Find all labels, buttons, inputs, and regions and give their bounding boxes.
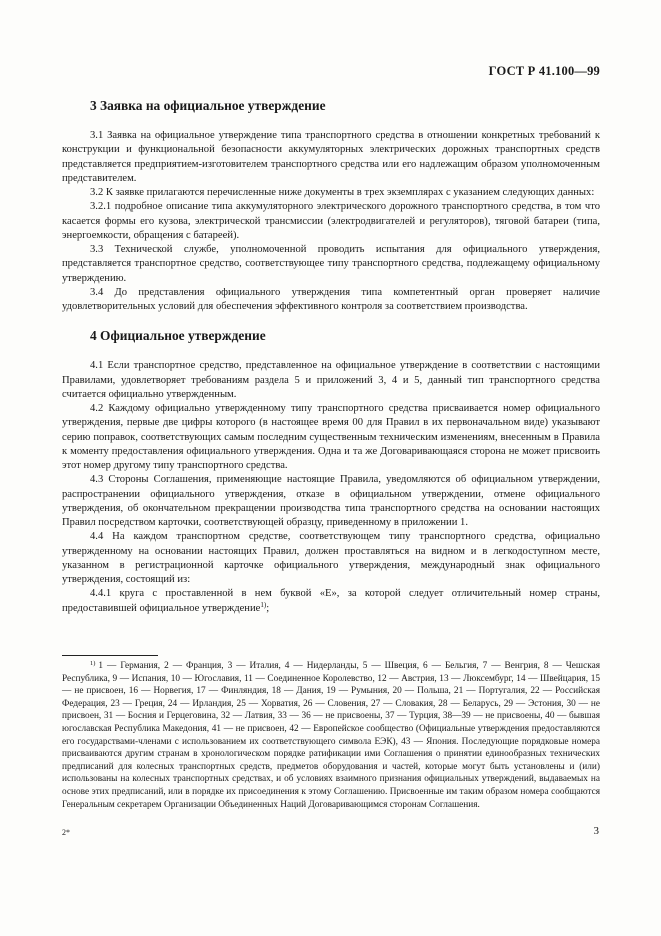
paragraph-4-3: 4.3 Стороны Соглашения, применяющие настоящие Правила, уведомляются об официальном утверждении, распространении официального утверждения, отказе в официальном утверждении, отмене официального утверждения, об окончательном прекращении производства типа транспортного средства на основании настоящих Правил посредством карточки, соответствующей образцу, приведенному в приложении 1. bbox=[62, 474, 600, 528]
footnote-text-paragraph bbox=[62, 660, 600, 811]
paragraph-3-4: 3.4 До представления официального утверждения типа компетентный орган проверяет наличие удовлетворительных условий для обеспечения эффективного контроля за соответствием производства. bbox=[62, 286, 600, 312]
paragraph-4-4-1-text: 4.4.1 круга с проставленной в нем буквой «Е», за которой следует отличительный номер страны, предоставившей официальное утверждение bbox=[62, 588, 600, 614]
footnote-mark: 1) bbox=[90, 660, 96, 667]
footnote-reference[interactable]: 1) bbox=[260, 600, 267, 609]
document-code: ГОСТ Р 41.100—99 bbox=[488, 64, 600, 78]
footnote-text: 1 — Германия, 2 — Франция, 3 — Италия, 4 — Нидерланды, 5 — Швеция, 6 — Бельгия, 7 — Венгрия, 8 — Чешская Республика, 9 — Испания, 10 — Югославия, 11 — Соединенное Королевство, 12 — Австрия, 13 — Люксембург, 14 — Швейцария, 15 — не присвоен, 16 — Норвегия, 17 — Финляндия, 18 — Дания, 19 — Румыния, 20 — Польша, 21 — Португалия, 22 — Российская Федерация, 23 — Греция, 24 — Ирландия, 25 — Хорватия, 26 — Словения, 27 — Словакия, 28 — Беларусь, 29 — Эстония, 30 — не присвоен, 31 — Босния и Герцеговина, 32 — Латвия, 33 — 36 — не присвоены, 37 — Турция, 38—39 — не присвоены, 40 — бывшая югославская Республика Македония, 41 — не присвоен, 42 — Европейское сообщество (Официальные утверждения предоставляются его государствами-членами с использованием их соответствующего символа ЕЭК), 43 — Япония. Последующие порядковые номера присваиваются другим странам в хронологическом порядке ратификации ими Соглашения о принятии единообразных технических предписаний для колесных транспортных средств, предметов оборудования и частей, которые могут быть установлены и (или) использованы на колесных транспортных средствах, и об условиях взаимного признания официальных утверждений, выдаваемых на основе этих предписаний, или в порядке их присоединения к этому Соглашению. Присвоенные им таким образом номера сообщаются Генеральным секретарем Организации Объединенных Наций Договаривающимся сторонам Соглашения. bbox=[62, 661, 600, 810]
sheet-mark: 2* bbox=[62, 828, 70, 837]
paragraph-4-4-1-end: ; bbox=[266, 602, 270, 614]
footnote bbox=[62, 660, 600, 811]
paragraph-3-2: 3.2 К заявке прилагаются перечисленные ниже документы в трех экземплярах с указанием следующих данных: bbox=[90, 187, 595, 198]
footnote-divider bbox=[62, 655, 158, 656]
section-3-title: 3 Заявка на официальное утверждение bbox=[90, 98, 326, 113]
main-content bbox=[62, 98, 600, 616]
paragraph-3-2-1: 3.2.1 подробное описание типа аккумуляторного электрического дорожного транспортного средства, в том что касается формы его кузова, электрической трансмиссии (электродвигателей и регуляторов), тяговой батареи (типа, энергоемкости, обращения с батареей). bbox=[62, 201, 600, 241]
paragraph-3-1: 3.1 Заявка на официальное утверждение типа транспортного средства в отношении конкретных требований к конструкции и функциональной безопасности аккумуляторных электрических дорожных транспортных средств представляется предприятием-изготовителем транспортного средства или его надлежащим образом уполномоченным представителем. bbox=[62, 130, 600, 184]
page-number: 3 bbox=[593, 825, 599, 837]
paragraph-4-2: 4.2 Каждому официально утвержденному типу транспортного средства присваивается номер официального утверждения, первые две цифры которого (в настоящее время 00 для Правил в их первоначальном виде) указывают серию поправок, соответствующих самым последним существенным техническим изменениям, внесенным в Правила к моменту предоставления официального утверждения. Одна и та же Договаривающаяся сторона не может присвоить этот номер другому типу транспортного средства. bbox=[62, 403, 600, 471]
paragraph-4-4: 4.4 На каждом транспортном средстве, соответствующем типу транспортного средства, официально утвержденному на основании настоящих Правил, должен проставляться на видном и в легкодоступном месте, указанном в регистрационной карточке официального утверждения, международный знак официального утверждения, состоящий из: bbox=[62, 531, 600, 585]
paragraph-4-1: 4.1 Если транспортное средство, представленное на официальное утверждение в соответствии с настоящими Правилами, удовлетворяет требованиям раздела 5 и приложений 3, 4 и 5, данный тип транспортного средства считается официально утвержденным. bbox=[62, 360, 600, 400]
section-4-title: 4 Официальное утверждение bbox=[90, 328, 266, 344]
paragraph-4-4-1 bbox=[62, 587, 600, 616]
paragraph-3-3: 3.3 Технической службе, уполномоченной проводить испытания для официального утверждения, представляется транспортное средство, соответствующее типу транспортного средства, подлежащему официальному утверждению. bbox=[62, 244, 600, 284]
